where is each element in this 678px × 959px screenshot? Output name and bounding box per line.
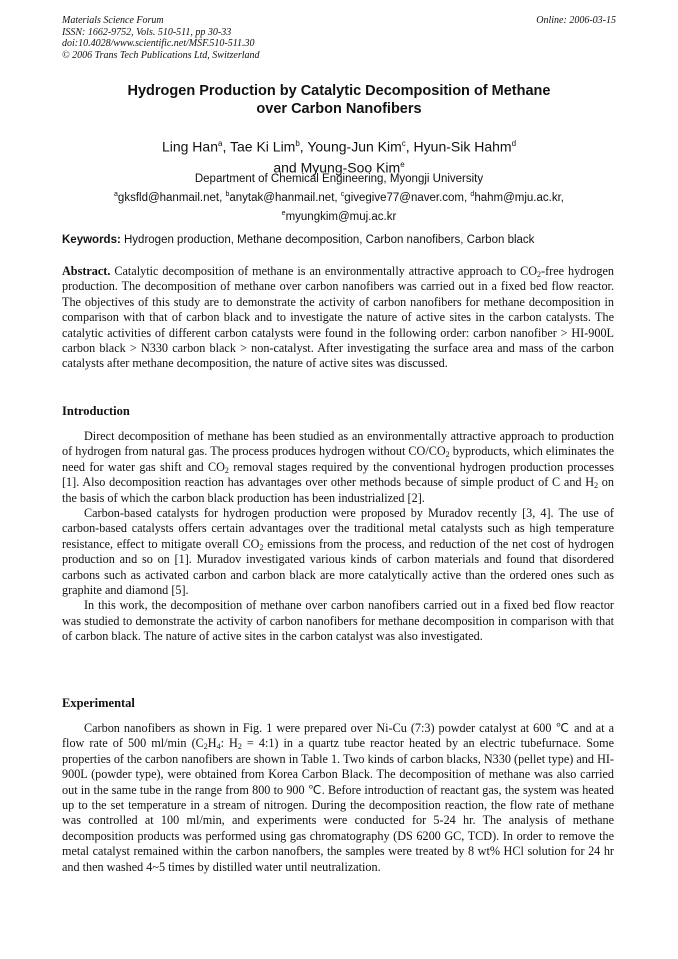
email-superscript: c — [340, 191, 345, 198]
email-address[interactable]: anytak@hanmail.net — [229, 191, 335, 204]
author-superscript: c — [401, 139, 406, 148]
author-superscript: e — [400, 159, 405, 169]
abstract-label: Abstract. — [62, 264, 111, 278]
section-heading-introduction: Introduction — [62, 404, 130, 418]
email-superscript: a — [114, 191, 118, 198]
abstract-paragraph — [62, 264, 614, 372]
subscript: 2 — [445, 450, 450, 460]
keywords-label: Keywords: — [62, 234, 121, 246]
author-name: Young-Jun Kim — [307, 138, 402, 155]
paragraph — [62, 429, 614, 506]
introduction-body — [62, 429, 614, 645]
subscript: 2 — [537, 270, 542, 279]
subscript: 2 — [224, 465, 229, 475]
department: Department of Chemical Engineering, Myongji University — [194, 173, 484, 185]
abstract-text: Catalytic decomposition of methane is an environmentally attractive approach to CO — [114, 264, 538, 278]
title-line-1: Hydrogen Production by Catalytic Decomposition of Methane — [127, 83, 551, 99]
copyright-line: © 2006 Trans Tech Publications Ltd, Switzerland — [62, 49, 260, 61]
author-superscript: b — [295, 139, 300, 148]
author-superscript: d — [511, 139, 517, 148]
email-address[interactable]: gksfld@hanmail.net — [117, 191, 220, 204]
paragraph — [62, 506, 614, 598]
email-address[interactable]: givegive77@naver.com — [344, 191, 465, 204]
email-superscript: b — [225, 191, 230, 198]
subscript: 2 — [259, 542, 264, 552]
paper-title — [62, 82, 616, 118]
journal-header — [62, 15, 616, 61]
affiliation-block: Department of Chemical Engineering, Myongji University $^a$gksfld@hanmail.net, $^b$anytak@hanmail.net, $^c$givegive77@naver.com, $^d$hahm@mju.ac.kr, $^e$myungkim@muj.ac.kr — [62, 172, 616, 225]
paragraph: In this work, the decomposition of methane over carbon nanofibers carried out in a fixed bed flow reactor was studied to demonstrate the activity of carbon nanofibers for methane decomposition in comparison with that of carbon black. The nature of active sites in the carbon catalyst was also investigated. — [62, 598, 614, 644]
email-address[interactable]: myungkim@muj.ac.kr — [285, 210, 397, 223]
doi-line: doi:10.4028/www.scientific.net/MSF.510-511.30 — [62, 38, 255, 49]
keywords-text: Hydrogen production, Methane decomposition, Carbon nanofibers, Carbon black — [124, 234, 535, 246]
author-list: Ling Han$^a$, Tae Ki Lim$^b$, Young-Jun Kim$^c$, Hyun-Sik Hahm$^d$ and Myung-Soo Kim$^e$ — [161, 138, 517, 176]
paragraph-text: H — [207, 736, 217, 751]
journal-name: Materials Science Forum — [62, 15, 164, 26]
email-address[interactable]: hahm@mju.ac.kr — [474, 191, 561, 204]
paragraph-text: Carbon-based catalysts for hydrogen production were proposed by Muradov recently [3, 4]. The use of carbon-based catalysts offers certain advantages over the traditional metal catalysts such as high temperature resistance, effect to mitigate overall CO — [62, 506, 614, 551]
author-conjunction: and — [273, 159, 297, 176]
author-name: Tae Ki Lim — [229, 138, 296, 155]
paragraph-text: = 4:1) in a quartz tube reactor heated by an electric tubefurnace. Some properties of the carbon nanofibers are shown in Table 1. Two kinds of carbon blacks, N330 (pellet type) and HI-900L (powder type), were obtained from Korea Carbon Black. The decomposition of methane was also carried out in the same tube in the range from 800 to 900 ℃. Before introduction of reactant gas, the system was heated up to the set temperature in a stream of nitrogen. During the decomposition reaction, the flow rate of methane was controlled at 100 ml/min, and experiments were conducted for 5-24 hr. The analysis of methane decomposition products was performed using gas chromatography (DS 6200 GC, TCD). In order to remove the metal catalyst remained within the carbon nanofbers, the samples were treated by 8 wt% HCl solution for 24 hr and then washed 4~5 times by distilled water until neutralization. — [62, 736, 615, 874]
abstract — [62, 264, 614, 372]
paragraph-text: on the basis of which the carbon black production has been industrialized [2]. — [62, 475, 614, 505]
paragraph-text: removal stages required by the conventional hydrogen production processes [1]. Also decomposition reaction has advantages over other methods because of simple product of C and H — [62, 459, 614, 490]
author-name: Myung-Soo Kim — [300, 159, 401, 176]
author-name: Ling Han — [161, 138, 218, 155]
email-superscript: e — [281, 209, 286, 217]
title-line-2: over Carbon Nanofibers — [256, 101, 422, 117]
experimental-body — [62, 721, 614, 875]
issn-line: ISSN: 1662-9752, Vols. 510-511, pp 30-33 — [62, 26, 232, 38]
section-heading-experimental: Experimental — [62, 696, 135, 710]
subscript: 2 — [203, 742, 208, 752]
keywords-line — [62, 233, 616, 248]
paragraph-text: Direct decomposition of methane has been studied as an environmentally attractive approach to production of hydrogen from natural gas. The process produces hydrogen without CO/CO — [62, 429, 614, 459]
abstract-text: -free hydrogen production. The decomposition of methane over carbon nanofibers was carried out in a fixed bed flow reactor. The objectives of this study are to demonstrate the activity of carbon nanofibers for methane decomposition in comparison with that of carbon black and to investigate the nature of active sites in the carbon catalysts. The catalytic activities of different carbon catalysts were found in the following order: carbon nanofiber > HI-900L carbon black > N330 carbon black > non-catalyst. After investigating the surface area and mass of the carbon catalysts after methane decomposition, the nature of active sites was discussed. — [62, 264, 615, 371]
paragraph-text: : H — [220, 736, 238, 751]
author-superscript: a — [218, 139, 223, 148]
subscript: 2 — [237, 742, 242, 752]
paragraph-text: Carbon nanofibers as shown in Fig. 1 were prepared over Ni-Cu (7:3) powder catalyst at 600 ℃ and at a flow rate of 500 ml/min (C — [62, 721, 614, 751]
subscript: 2 — [594, 481, 599, 491]
email-superscript: d — [470, 191, 475, 198]
online-date: Online: 2006-03-15 — [536, 15, 616, 26]
paragraph-text: byproducts, which eliminates the need for water gas shift and CO — [62, 444, 614, 474]
subscript: 4 — [216, 742, 221, 752]
paragraph — [62, 721, 614, 875]
author-name: Hyun-Sik Hahm — [413, 138, 512, 155]
paragraph-text: emissions from the process, and reduction of the net cost of hydrogen production and so on [1]. Muradov investigated various kinds of carbon materials and found that disordered carbons such as activated carbon and carbon black are more catalytically active than the ordered ones such as graphite and diamond [5]. — [62, 536, 615, 598]
